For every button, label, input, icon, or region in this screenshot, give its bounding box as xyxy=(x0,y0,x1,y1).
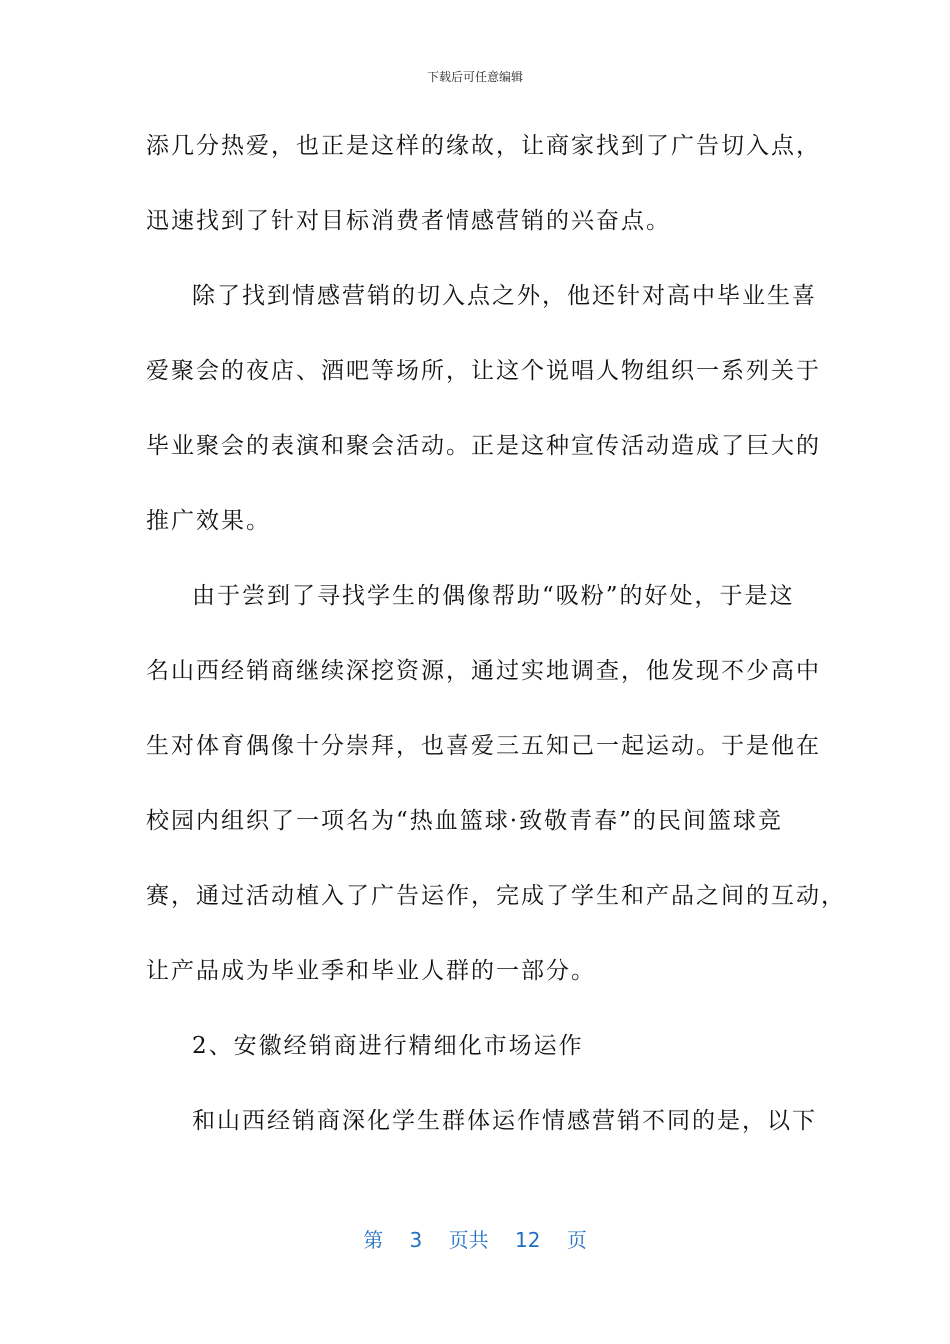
text-line: 名山西经销商继续深挖资源，通过实地调查，他发现不少高中 xyxy=(146,658,821,684)
section-heading: 2、安徽经销商进行精细化市场运作 xyxy=(192,1033,584,1059)
footer-current-page: 3 xyxy=(409,1228,423,1252)
text-line: 推广效果。 xyxy=(146,508,271,534)
text-line: 赛，通过活动植入了广告运作，完成了学生和产品之间的互动， xyxy=(146,883,846,909)
text-line: 毕业聚会的表演和聚会活动。正是这种宣传活动造成了巨大的 xyxy=(146,433,821,459)
page-footer xyxy=(0,1224,950,1253)
footer-prefix: 第 xyxy=(363,1228,384,1252)
text-line: 添几分热爱，也正是这样的缘故，让商家找到了广告切入点， xyxy=(146,133,821,159)
text-line: 校园内组织了一项名为“热血篮球·致敬青春”的民间篮球竞 xyxy=(146,808,783,834)
text-line: 和山西经销商深化学生群体运作情感营销不同的是，以下 xyxy=(192,1108,817,1134)
header-note: 下载后可任意编辑 xyxy=(426,70,523,84)
footer-middle: 页共 xyxy=(448,1228,489,1252)
body-text xyxy=(146,118,846,1168)
text-line: 生对体育偶像十分崇拜，也喜爱三五知己一起运动。于是他在 xyxy=(146,733,821,759)
text-line: 让产品成为毕业季和毕业人群的一部分。 xyxy=(146,958,596,984)
footer-total-pages: 12 xyxy=(515,1228,541,1252)
text-line: 迅速找到了针对目标消费者情感营销的兴奋点。 xyxy=(146,208,671,234)
text-line: 除了找到情感营销的切入点之外，他还针对高中毕业生喜 xyxy=(192,283,817,309)
text-line: 爱聚会的夜店、酒吧等场所，让这个说唱人物组织一系列关于 xyxy=(146,358,821,384)
text-line: 由于尝到了寻找学生的偶像帮助“吸粉”的好处，于是这 xyxy=(192,583,795,609)
footer-suffix: 页 xyxy=(566,1228,587,1252)
